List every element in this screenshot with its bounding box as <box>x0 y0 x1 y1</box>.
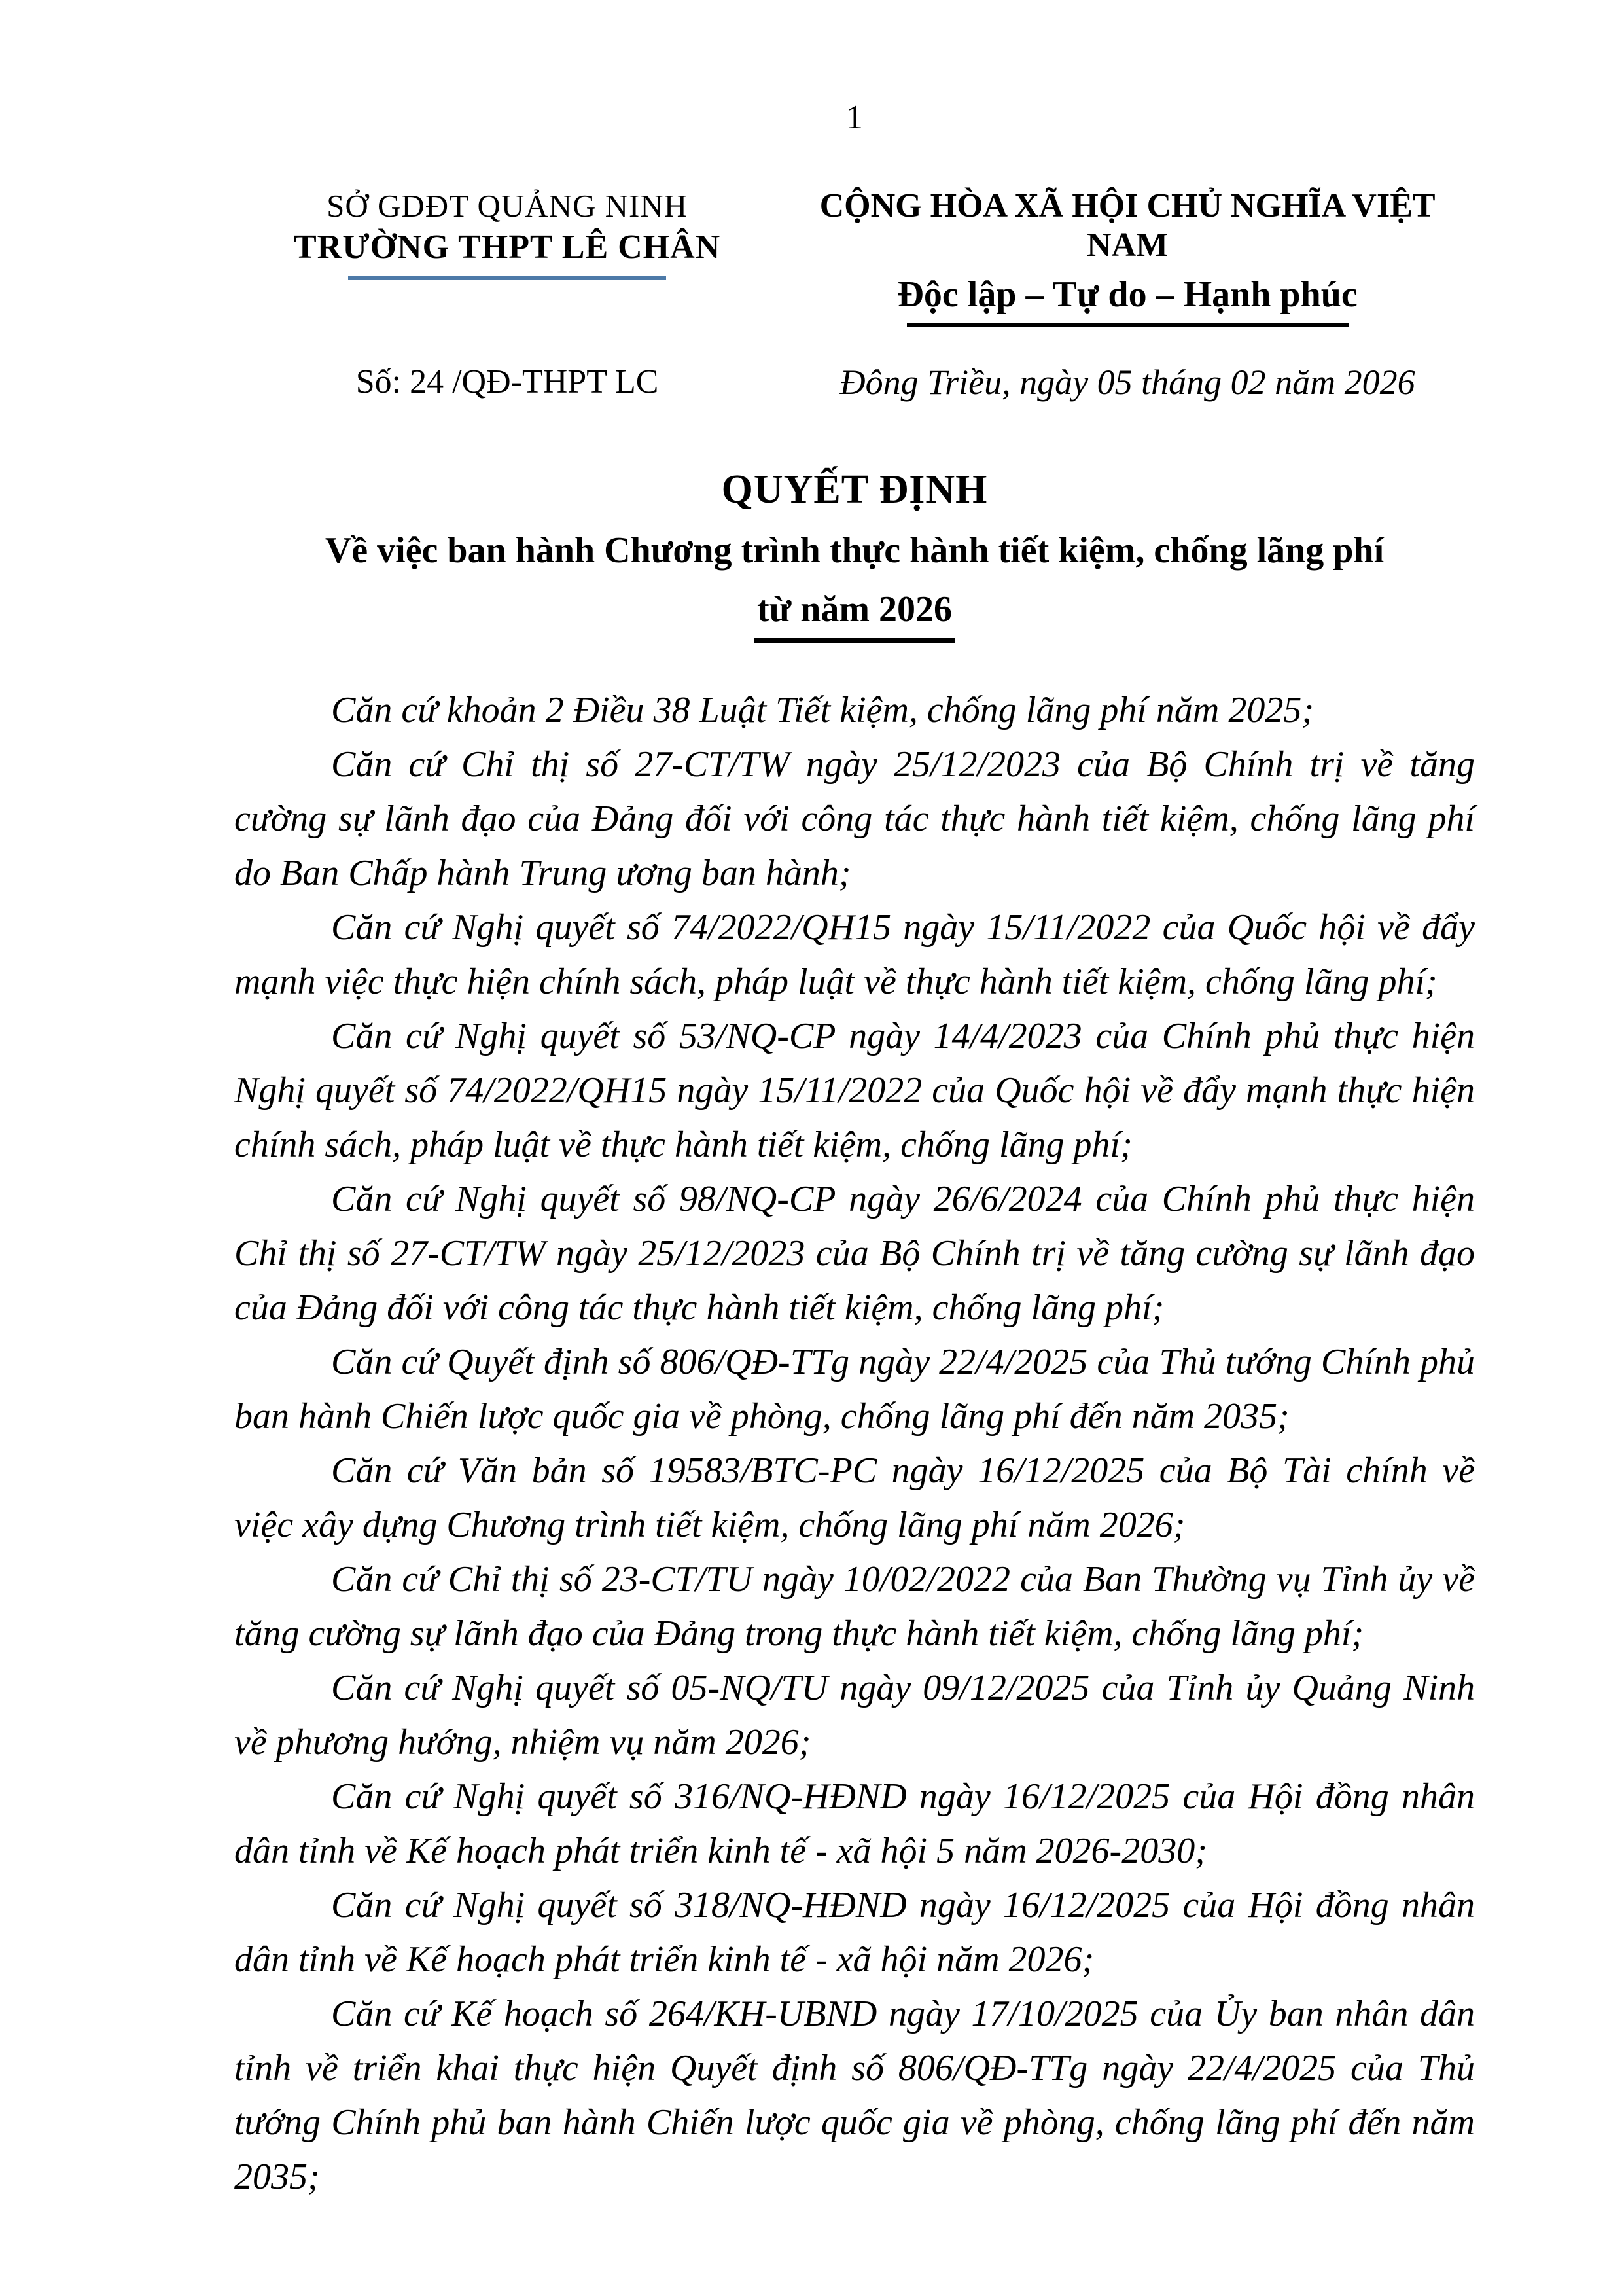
school-name: TRƯỜNG THPT LÊ CHÂN <box>293 228 721 266</box>
document-content-column <box>234 0 1475 2204</box>
legal-basis-paragraph-12: Căn cứ Kế hoạch số 264/KH-UBND ngày 17/10/2025 của Ủy ban nhân dân tỉnh về triển khai thực hiện Quyết định số 806/QĐ-TTg ngày 22/4/2025 của Thủ tướng Chính phủ ban hành Chiến lược quốc gia về phòng, chống lãng phí đến năm 2035; <box>234 1994 1475 2197</box>
legal-basis-paragraph-11: Căn cứ Nghị quyết số 318/NQ-HĐND ngày 16/12/2025 của Hội đồng nhân dân tỉnh về Kế hoạch phát triển kinh tế - xã hội năm 2026; <box>234 1885 1475 1980</box>
legal-basis-paragraph-3: Căn cứ Nghị quyết số 74/2022/QH15 ngày 15/11/2022 của Quốc hội về đẩy mạnh việc thực hiện chính sách, pháp luật về thực hành tiết kiệm, chống lãng phí; <box>234 907 1475 1002</box>
parent-agency-name: SỞ GDĐT QUẢNG NINH <box>327 188 688 224</box>
school-name-underline <box>348 276 666 280</box>
decision-subject: Về việc ban hành Chương trình thực hành tiết kiệm, chống lãng phí <box>325 530 1385 571</box>
legal-basis-paragraph-5: Căn cứ Nghị quyết số 98/NQ-CP ngày 26/6/2024 của Chính phủ thực hiện Chỉ thị số 27-CT/TW ngày 25/12/2023 của Bộ Chính trị về tăng cường sự lãnh đạo của Đảng đối với công tác thực hành tiết kiệm, chống lãng phí; <box>234 1179 1475 1328</box>
national-title: CỘNG HÒA XÃ HỘI CHỦ NGHĨA VIỆT NAM <box>819 187 1436 264</box>
legal-basis-paragraph-7: Căn cứ Văn bản số 19583/BTC-PC ngày 16/12/2025 của Bộ Tài chính về việc xây dựng Chương trình tiết kiệm, chống lãng phí năm 2026; <box>234 1450 1475 1545</box>
decision-heading: QUYẾT ĐỊNH <box>721 467 988 512</box>
motto-underline <box>907 323 1349 327</box>
place-and-date: Đông Triều, ngày 05 tháng 02 năm 2026 <box>839 363 1415 402</box>
national-motto: Độc lập – Tự do – Hạnh phúc <box>897 274 1358 315</box>
legal-basis-paragraph-4: Căn cứ Nghị quyết số 53/NQ-CP ngày 14/4/2023 của Chính phủ thực hiện Nghị quyết số 74/2022/QH15 ngày 15/11/2022 của Quốc hội về đẩy mạnh thực hiện chính sách, pháp luật về thực hành tiết kiệm, chống lãng phí; <box>234 1016 1475 1165</box>
legal-basis-paragraph-10: Căn cứ Nghị quyết số 316/NQ-HĐND ngày 16/12/2025 của Hội đồng nhân dân tỉnh về Kế hoạch phát triển kinh tế - xã hội 5 năm 2026-2030; <box>234 1776 1475 1871</box>
legal-basis-paragraph-9: Căn cứ Nghị quyết số 05-NQ/TU ngày 09/12/2025 của Tỉnh ủy Quảng Ninh về phương hướng, nhiệm vụ năm 2026; <box>234 1668 1475 1763</box>
document-header <box>234 187 1475 327</box>
decision-title-block <box>234 465 1475 643</box>
national-header-block <box>780 187 1475 327</box>
document-meta-row <box>234 361 1475 403</box>
page-number: 1 <box>846 99 863 136</box>
decision-subject-year: từ năm 2026 <box>754 587 955 643</box>
decision-subject-year-row <box>234 587 1475 643</box>
legal-basis-section <box>234 683 1475 2204</box>
document-number: Số: 24 /QĐ-THPT LC <box>355 363 659 401</box>
legal-basis-paragraph-1: Căn cứ khoản 2 Điều 38 Luật Tiết kiệm, chống lãng phí năm 2025; <box>331 690 1314 730</box>
issuing-agency-block <box>234 187 780 327</box>
legal-basis-paragraph-6: Căn cứ Quyết định số 806/QĐ-TTg ngày 22/4/2025 của Thủ tướng Chính phủ ban hành Chiến lược quốc gia về phòng, chống lãng phí đến năm 2035; <box>234 1342 1475 1437</box>
legal-basis-paragraph-8: Căn cứ Chỉ thị số 23-CT/TU ngày 10/02/2022 của Ban Thường vụ Tỉnh ủy về tăng cường sự lãnh đạo của Đảng trong thực hành tiết kiệm, chống lãng phí; <box>234 1559 1475 1654</box>
legal-basis-paragraph-2: Căn cứ Chỉ thị số 27-CT/TW ngày 25/12/2023 của Bộ Chính trị về tăng cường sự lãnh đạo của Đảng đối với công tác thực hành tiết kiệm, chống lãng phí do Ban Chấp hành Trung ương ban hành; <box>234 744 1475 893</box>
